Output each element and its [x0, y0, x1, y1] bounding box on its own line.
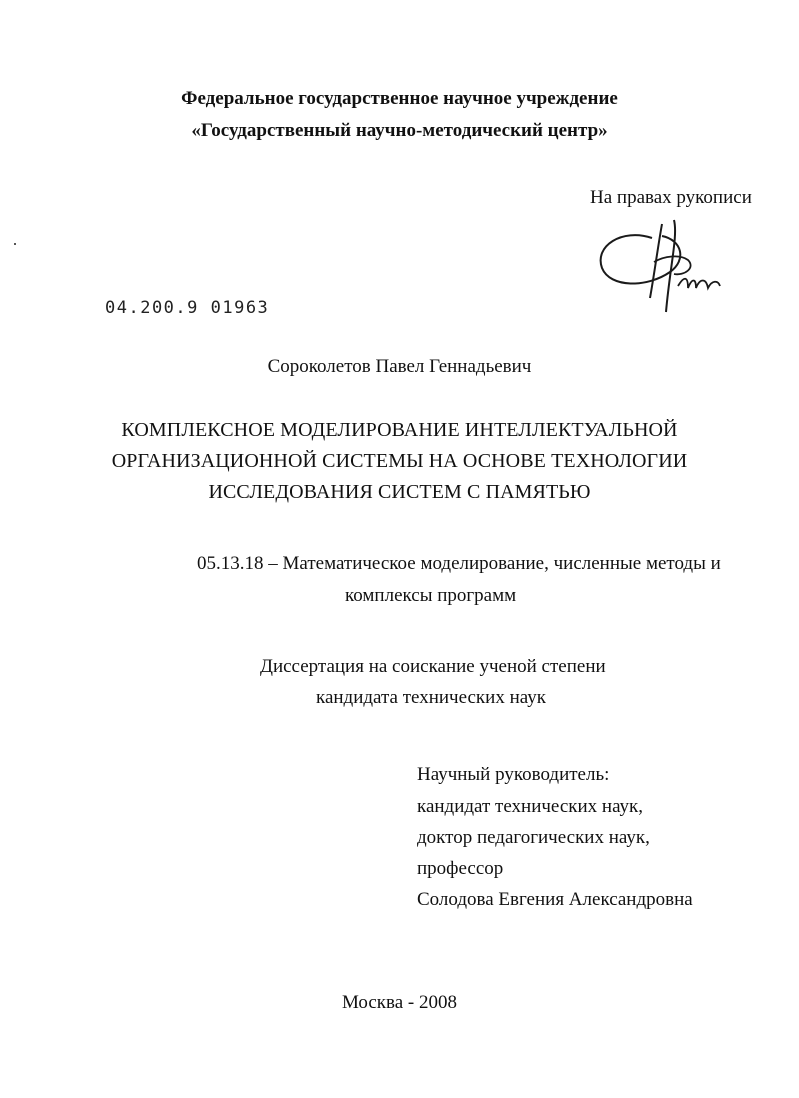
- thesis-title-line3: ИССЛЕДОВАНИЯ СИСТЕМ С ПАМЯТЬЮ: [208, 481, 591, 503]
- institution-name-line2: «Государственный научно-методический центр»: [191, 120, 608, 141]
- specialty-line2: комплексы программ: [345, 585, 517, 606]
- institution-name-line1: Федеральное государственное научное учреждение: [181, 88, 618, 109]
- scan-speck: [14, 243, 16, 245]
- author-name: Сороколетов Павел Геннадьевич: [267, 356, 532, 377]
- specialty-line1: 05.13.18 – Математическое моделирование, численные методы и: [197, 553, 721, 574]
- supervisor-name: Солодова Евгения Александровна: [417, 889, 693, 910]
- supervisor-title3: профессор: [417, 858, 504, 879]
- manuscript-note: На правах рукописи: [590, 187, 752, 208]
- supervisor-label: Научный руководитель:: [417, 764, 610, 785]
- thesis-title-line1: КОМПЛЕКСНОЕ МОДЕЛИРОВАНИЕ ИНТЕЛЛЕКТУАЛЬНОЙ: [121, 419, 678, 441]
- signature: [592, 216, 732, 321]
- thesis-title-line2: ОРГАНИЗАЦИОННОЙ СИСТЕМЫ НА ОСНОВЕ ТЕХНОЛОГИИ: [111, 450, 688, 472]
- archive-stamp-number: 04.200.9 01963: [105, 298, 270, 318]
- supervisor-title1: кандидат технических наук,: [417, 796, 644, 817]
- degree-line2: кандидата технических наук: [316, 687, 546, 708]
- supervisor-title2: доктор педагогических наук,: [417, 827, 650, 848]
- degree-line1: Диссертация на соискание ученой степени: [260, 656, 606, 677]
- city-year: Москва - 2008: [341, 992, 458, 1013]
